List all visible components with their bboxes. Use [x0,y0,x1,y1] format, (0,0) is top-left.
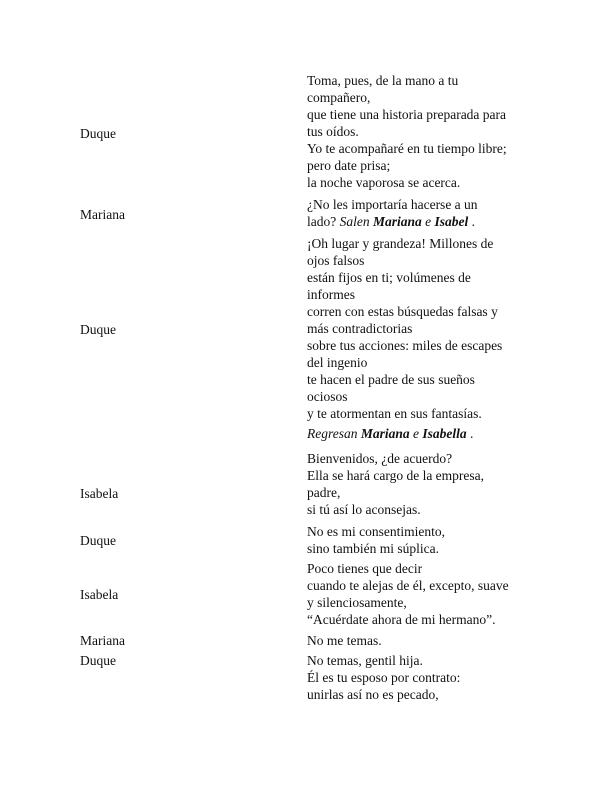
dialogue-line: ¿No les importaría hacerse a un [307,197,478,212]
dialogue-line: No temas, gentil hija. [307,653,423,668]
dialogue-line: están fijos en ti; volúmenes de [307,270,471,285]
dialogue-line: más contradictorias [307,321,413,336]
dialogue-text [307,560,539,628]
dialogue-line: si tú así lo aconsejas. [307,502,421,517]
dialogue-text [307,652,539,703]
stage-direction [307,425,539,442]
dialogue-line: ociosos [307,389,348,404]
dialogue-line: Ella se hará cargo de la empresa, [307,468,485,483]
dialogue-line: Yo te acompañaré en tu tiempo libre; [307,141,507,156]
stage-direction [307,213,539,230]
dialogue-line: y te atormentan en sus fantasías. [307,406,482,421]
dialogue-line: Toma, pues, de la mano a tu [307,73,459,88]
direction-action: Salen [339,214,370,229]
direction-conjunction: e [425,214,432,229]
dialogue-line: ¡Oh lugar y grandeza! Millones de [307,236,494,251]
dialogue-line: corren con estas búsquedas falsas y [307,304,498,319]
speaker-name: Duque [80,533,116,548]
speaker-name: Isabela [80,486,119,501]
dialogue-text [307,450,539,518]
dialogue-text [307,523,539,557]
dialogue-line: cuando te alejas de él, excepto, suave [307,578,509,593]
dialogue-line: padre, [307,485,341,500]
dialogue-line: y silenciosamente, [307,595,407,610]
dialogue-text [307,235,539,442]
dialogue-line: la noche vaporosa se acerca. [307,175,461,190]
dialogue-line: te hacen el padre de sus sueños [307,372,475,387]
dialogue-line: sino también mi súplica. [307,541,439,556]
dialogue-line: compañero, [307,90,371,105]
dialogue-line: tus oídos. [307,124,359,139]
dialogue-line: ojos falsos [307,253,365,268]
speaker-name: Duque [80,653,116,668]
speaker-name: Duque [80,126,116,141]
character-name: Isabel [434,214,469,229]
dialogue-line: informes [307,287,355,302]
direction-end: . [470,426,474,441]
dialogue-line: sobre tus acciones: miles de escapes [307,338,503,353]
character-name: Mariana [360,426,410,441]
dialogue-line: pero date prisa; [307,158,391,173]
dialogue-line: unirlas así no es pecado, [307,687,439,702]
dialogue-line: “Acuérdate ahora de mi hermano”. [307,612,496,627]
direction-conjunction: e [413,426,420,441]
direction-action: Regresan [307,426,358,441]
dialogue-line: del ingenio [307,355,368,370]
speaker-name: Mariana [80,633,125,648]
speaker-name: Isabela [80,587,119,602]
dialogue-line: No me temas. [307,633,382,648]
dialogue-line: Bienvenidos, ¿de acuerdo? [307,451,453,466]
dialogue-text [307,196,539,230]
dialogue-line: No es mi consentimiento, [307,524,445,539]
character-name: Mariana [373,214,422,229]
dialogue-text [307,632,539,649]
direction-lead: lado? [307,214,340,229]
speaker-name: Mariana [80,207,125,222]
character-name: Isabella [422,426,467,441]
speaker-name: Duque [80,322,116,337]
dialogue-line: Él es tu esposo por contrato: [307,670,461,685]
dialogue-line: Poco tienes que decir [307,561,423,576]
direction-end: . [471,214,476,229]
dialogue-text [307,72,539,191]
dialogue-line: que tiene una historia preparada para [307,107,507,122]
